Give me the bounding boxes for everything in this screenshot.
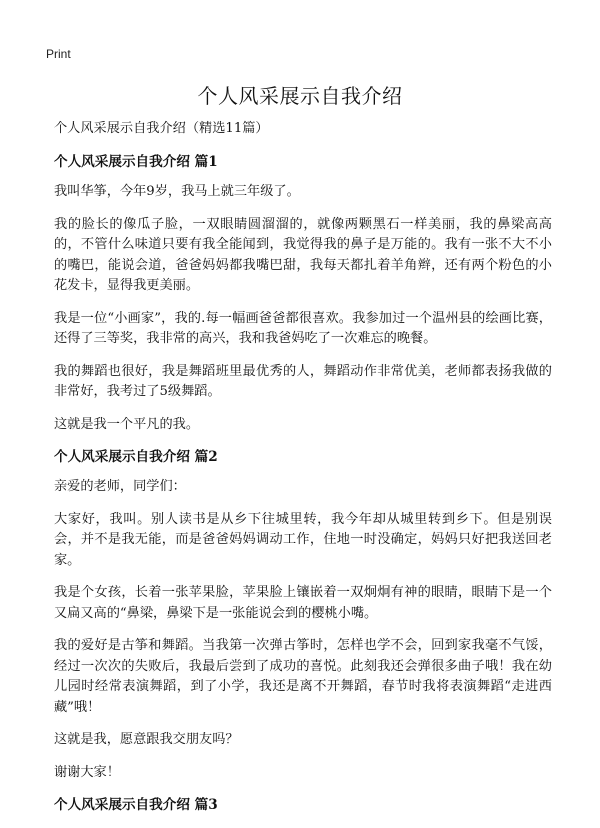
paragraph: 我的舞蹈也很好，我是舞蹈班里最优秀的人，舞蹈动作非常优美，老师都表扬我做的非常好，我考过了5级舞蹈。 xyxy=(54,363,552,399)
paragraph: 我是个女孩，长着一张苹果脸，苹果脸上镶嵌着一双炯炯有神的眼睛，眼睛下是一个又扁又高的“鼻梁，鼻梁下是一张能说会到的樱桃小嘴。 xyxy=(54,585,552,621)
paragraph: 我叫华筝，今年9岁，我马上就三年级了。 xyxy=(54,184,300,199)
paragraph: 大家好，我叫。别人读书是从乡下往城里转，我今年却从城里转到乡下。但是别误会，并不是我无能，而是爸爸妈妈调动工作，住地一时没确定，妈妈只好把我送回老家。 xyxy=(54,511,552,568)
paragraph: 我是一位“小画家”，我的.每一幅画爸爸都很喜欢。我参加过一个温州县的绘画比赛，还得了三等奖，我非常的高兴，我和我爸妈吃了一次难忘的晚餐。 xyxy=(54,310,552,346)
document-body xyxy=(54,118,552,825)
paragraph: 我的爱好是古筝和舞蹈。当我第一次弹古筝时，怎样也学不会，回到家我毫不气馁，经过一次次的失败后，我最后尝到了成功的喜悦。此刻我还会弹很多曲子哦！我在幼儿园时经常表演舞蹈，到了小学，我还是离不开舞蹈，春节时我将表演舞蹈“走进西藏”哦！ xyxy=(54,638,552,715)
section-heading: 个人风采展示自我介绍 篇2 xyxy=(54,449,218,465)
print-label: Print xyxy=(46,47,71,61)
document-title: 个人风采展示自我介绍 xyxy=(197,84,403,108)
paragraph: 我的脸长的像瓜子脸，一双眼睛圆溜溜的，就像两颗黑石一样美丽，我的鼻梁高高的，不管什么味道只要有我全能闻到，我觉得我的鼻子是万能的。我有一张不大不小的嘴巴，能说会道，爸爸妈妈都我嘴巴甜，我每天都扎着羊角辫，还有两个粉色的小花发卡，显得我更美丽。 xyxy=(54,216,552,293)
paragraph: 这就是我，愿意跟我交朋友吗？ xyxy=(54,732,239,747)
paragraph: 这就是我一个平凡的我。 xyxy=(54,416,200,432)
paragraph: 谢谢大家！ xyxy=(54,764,120,780)
section-heading: 个人风采展示自我介绍 篇3 xyxy=(54,797,218,813)
section-3 xyxy=(54,795,552,816)
section-2 xyxy=(54,447,552,783)
paragraph: 亲爱的老师，同学们： xyxy=(54,479,186,494)
section-heading: 个人风采展示自我介绍 篇1 xyxy=(54,154,218,170)
document-subtitle: 个人风采展示自我介绍（精选11篇） xyxy=(54,121,269,136)
section-1 xyxy=(54,152,552,435)
